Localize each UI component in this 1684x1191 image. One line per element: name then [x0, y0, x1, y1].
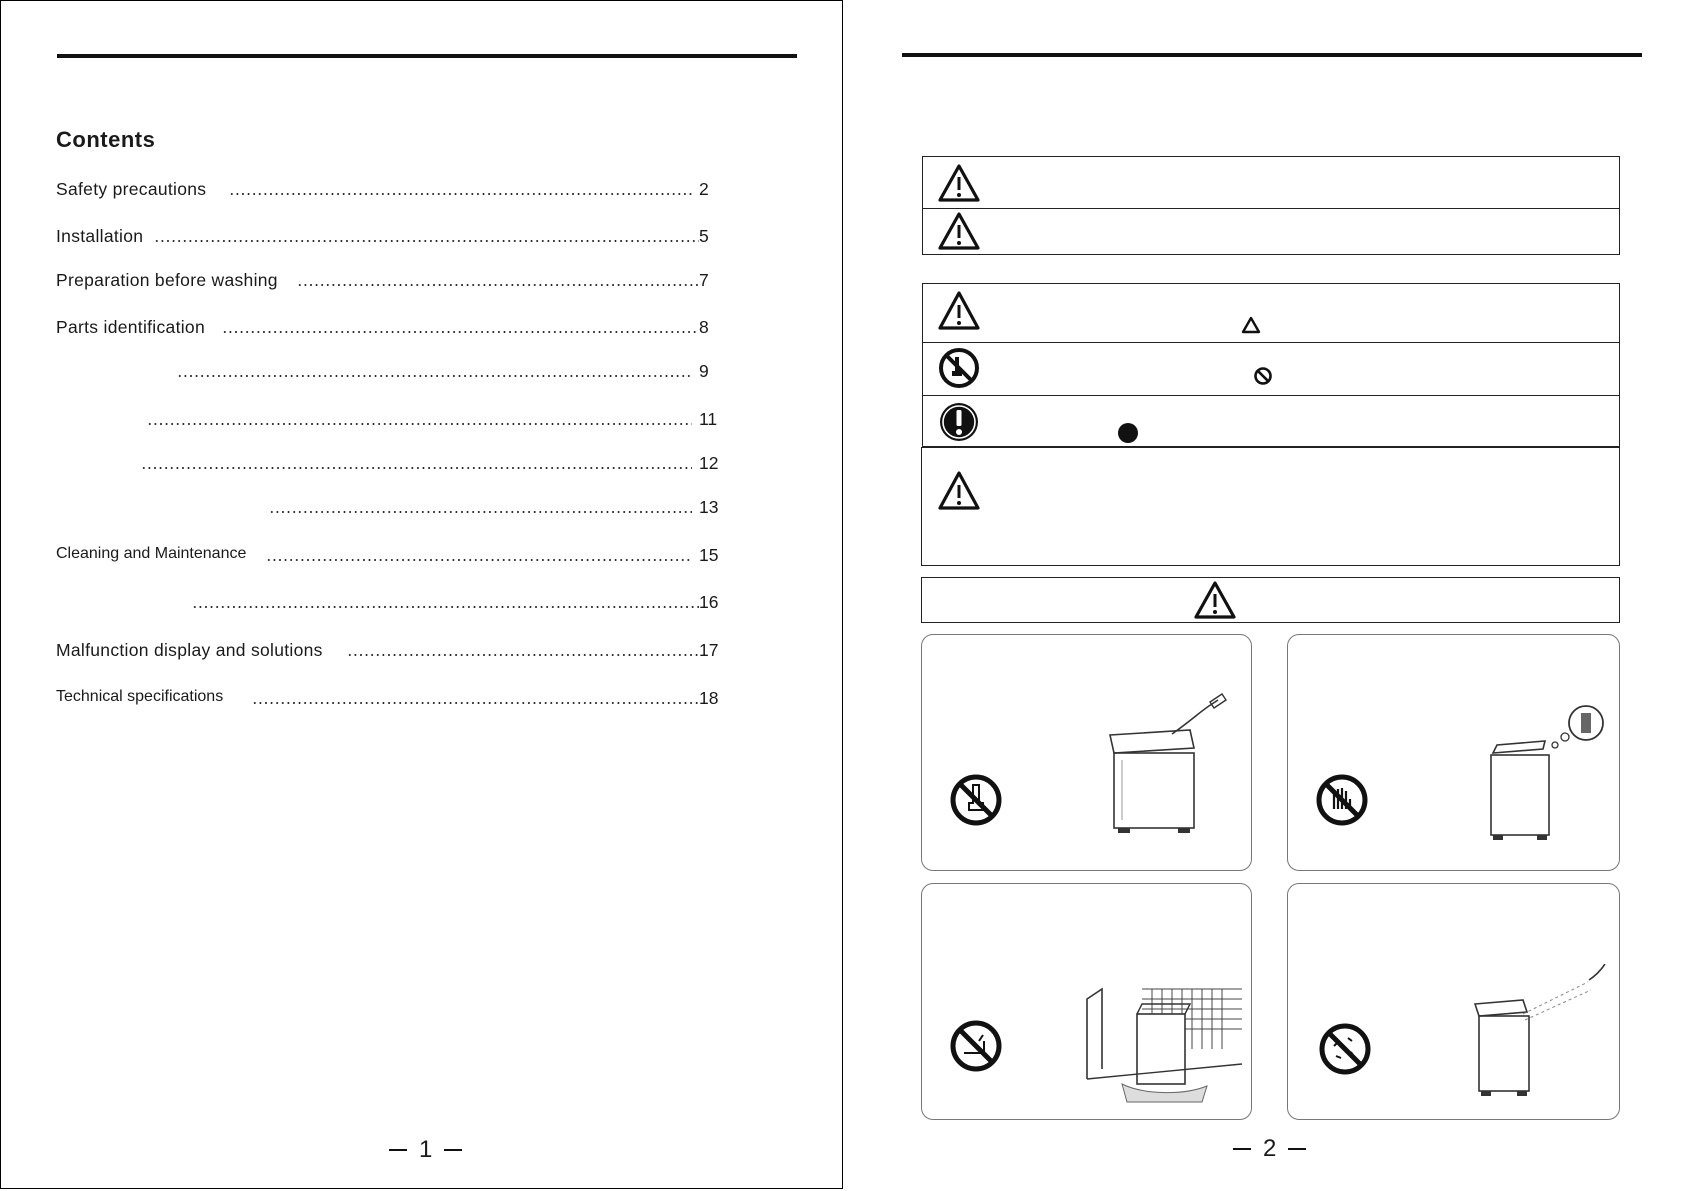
left-page: [0, 0, 843, 1189]
warning-triangle-icon: [937, 211, 981, 251]
toc-entry-label: Preparation before washing: [56, 270, 278, 290]
toc-entry-label: Malfunction display and solutions: [56, 640, 323, 660]
toc-entry-page: 13: [699, 497, 719, 517]
no-wet-hands-icon: [1315, 773, 1369, 827]
warning-heading-bar: [921, 577, 1620, 623]
toc-leader-dots: [147, 423, 692, 425]
right-page: [843, 0, 1684, 1189]
toc-leader-dots: [154, 240, 699, 242]
toc-entry-page: 2: [699, 179, 709, 199]
toc-entry-page: 7: [699, 270, 709, 290]
toc-leader-dots: [192, 606, 699, 608]
contents-title: Contents: [56, 127, 156, 152]
header-rule: [57, 54, 797, 58]
toc-entry[interactable]: [56, 317, 716, 341]
illustration-panel: [1287, 883, 1620, 1120]
small-filled-circle-icon: [1117, 422, 1139, 444]
prohibited-disassemble-icon: [938, 347, 980, 389]
toc-entry-label: Technical specifications: [56, 688, 224, 705]
toc-entry-page: 9: [699, 361, 709, 381]
toc-entry[interactable]: [56, 270, 716, 294]
page-number: 2: [1233, 1135, 1306, 1163]
washing-machine-illustration: [1102, 690, 1237, 840]
toc-entry-page: 8: [699, 317, 709, 337]
toc-entry[interactable]: [56, 545, 719, 569]
toc-entry[interactable]: [56, 409, 716, 433]
bathroom-machine-illustration: [1082, 984, 1247, 1114]
toc-leader-dots: [177, 375, 692, 377]
toc-entry-page: 18: [699, 688, 719, 708]
toc-entry[interactable]: [56, 179, 716, 203]
illustration-panel: [921, 883, 1252, 1120]
warning-triangle-icon: [937, 290, 981, 332]
toc-entry-page: 11: [699, 409, 718, 429]
washing-machine-illustration: [1473, 705, 1613, 845]
toc-entry-label: Parts identification: [56, 317, 205, 337]
toc-entry[interactable]: [56, 453, 719, 477]
warning-triangle-icon: [937, 470, 981, 512]
spraying-machine-illustration: [1463, 964, 1613, 1104]
toc-entry[interactable]: [56, 640, 719, 664]
toc-entry-label: Safety precautions: [56, 179, 207, 199]
toc-entry-page: 17: [699, 640, 719, 660]
toc-leader-dots: [269, 511, 692, 513]
toc-entry[interactable]: [56, 226, 716, 250]
note-box: [921, 447, 1620, 566]
toc-entry[interactable]: [56, 592, 719, 616]
toc-leader-dots: [141, 467, 692, 469]
header-rule: [902, 53, 1642, 57]
no-spray-icon: [1318, 1022, 1372, 1076]
toc-entry-page: 16: [699, 592, 719, 612]
prohibited-disassemble-icon: [949, 773, 1003, 827]
warning-triangle-icon: [1193, 580, 1237, 620]
toc-entry-page: 12: [699, 453, 719, 473]
toc-leader-dots: [297, 284, 699, 286]
toc-entry-page: 5: [699, 226, 709, 246]
symbol-legend-box: [922, 283, 1620, 447]
small-triangle-icon: [1241, 316, 1261, 334]
warning-triangle-icon: [937, 163, 981, 203]
illustration-panel: [921, 634, 1252, 871]
toc-entry-label: Installation: [56, 226, 144, 246]
small-prohibited-icon: [1253, 366, 1273, 386]
page-number: 1: [389, 1136, 462, 1164]
toc-entry-page: 15: [699, 545, 719, 565]
illustration-panel: [1287, 634, 1620, 871]
toc-entry-label: Cleaning and Maintenance: [56, 545, 247, 562]
mandatory-exclamation-icon: [938, 401, 980, 443]
toc-leader-dots: [229, 193, 692, 195]
no-water-splash-icon: [949, 1019, 1003, 1073]
signal-word-box: [922, 156, 1620, 255]
toc-leader-dots: [347, 654, 699, 656]
toc-entry[interactable]: [56, 497, 719, 521]
toc-leader-dots: [222, 331, 699, 333]
toc-leader-dots: [252, 702, 699, 704]
toc-entry[interactable]: [56, 361, 716, 385]
toc-leader-dots: [266, 559, 692, 561]
toc-entry[interactable]: [56, 688, 719, 712]
